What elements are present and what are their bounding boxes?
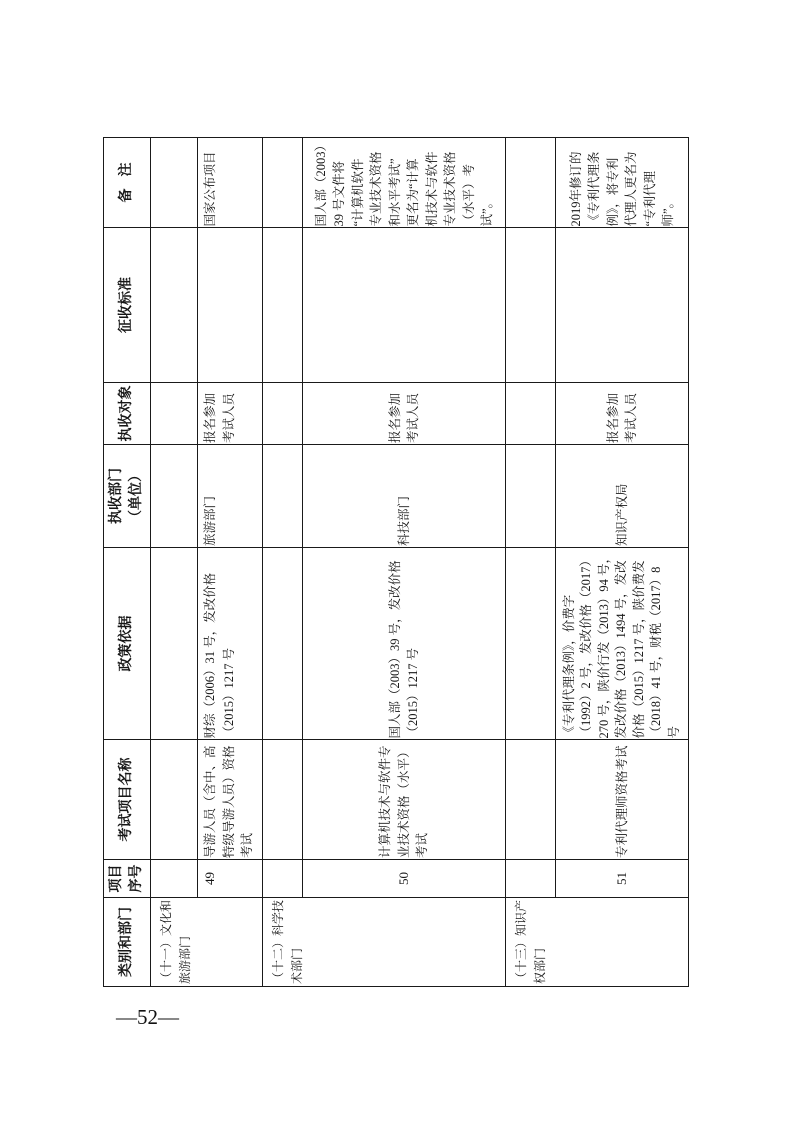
- header-collecting-dept: 执收部门 （单位）: [104, 445, 151, 548]
- header-collection-target: 执收对象: [104, 383, 151, 445]
- table-row: [556, 138, 689, 987]
- category-cell: （十二）科学技 术部门: [263, 898, 506, 987]
- header-exam-name: 考试项目名称: [104, 740, 151, 860]
- empty-cell: [151, 860, 198, 898]
- page-number: —52—: [116, 1005, 179, 1029]
- item-collection-target: 报名参加 考试人员: [303, 383, 506, 445]
- item-note: 国家公布项目: [198, 138, 263, 228]
- item-exam-name: 专利代理师资格考试: [556, 740, 689, 860]
- item-collection-standard: [198, 228, 263, 383]
- header-row: [104, 138, 151, 987]
- empty-cell: [506, 548, 556, 740]
- empty-cell: [506, 228, 556, 383]
- item-seq: 51: [556, 860, 689, 898]
- item-collection-target: 报名参加 考试人员: [198, 383, 263, 445]
- empty-cell: [263, 383, 303, 445]
- exam-fee-table: [103, 137, 689, 987]
- header-collection-standard: 征收标准: [104, 228, 151, 383]
- item-collecting-dept: 科技部门: [303, 445, 506, 548]
- category-row: [506, 138, 556, 987]
- empty-cell: [263, 548, 303, 740]
- empty-cell: [151, 138, 198, 228]
- item-policy-basis: 《专利代理条例》，价费字 （1992）2 号，发改价格（2017） 270 号，陕价行发（2013）94 号， 发改价格（2013）1494 号，发改 价格（2015）1217 号，陕价费发 （2018）41 号，财税（2017）8 号: [556, 548, 689, 740]
- item-exam-name: 导游人员（含中、高 特级导游人员）资格 考试: [198, 740, 263, 860]
- item-collecting-dept: 知识产权局: [556, 445, 689, 548]
- empty-cell: [151, 228, 198, 383]
- category-cell: （十三）知识产 权部门: [506, 898, 689, 987]
- empty-cell: [506, 138, 556, 228]
- empty-cell: [506, 383, 556, 445]
- item-policy-basis: 国人部（2003）39 号，发改价格 （2015）1217 号: [303, 548, 506, 740]
- table-row: [303, 138, 506, 987]
- header-note: 备 注: [104, 138, 151, 228]
- empty-cell: [263, 228, 303, 383]
- category-cell: （十一）文化和 旅游部门: [151, 898, 263, 987]
- empty-cell: [151, 548, 198, 740]
- category-row: [151, 138, 198, 987]
- empty-cell: [263, 740, 303, 860]
- item-collection-target: 报名参加 考试人员: [556, 383, 689, 445]
- category-row: [263, 138, 303, 987]
- rotated-table-wrapper: [103, 138, 688, 987]
- empty-cell: [151, 383, 198, 445]
- item-collection-standard: [556, 228, 689, 383]
- empty-cell: [506, 445, 556, 548]
- empty-cell: [151, 445, 198, 548]
- empty-cell: [506, 860, 556, 898]
- empty-cell: [151, 740, 198, 860]
- item-collecting-dept: 旅游部门: [198, 445, 263, 548]
- header-category: 类别和部门: [104, 898, 151, 987]
- item-note: 2019年修订的 《专利代理条 例》，将专利 代理人更名为 “专利代理 师”。: [556, 138, 689, 228]
- header-seq: 项目 序号: [104, 860, 151, 898]
- item-exam-name: 计算机技术与软件专 业技术资格（水平） 考试: [303, 740, 506, 860]
- item-seq: 49: [198, 860, 263, 898]
- empty-cell: [506, 740, 556, 860]
- table-row: [198, 138, 263, 987]
- item-seq: 50: [303, 860, 506, 898]
- header-policy-basis: 政策依据: [104, 548, 151, 740]
- item-policy-basis: 财综（2006）31 号，发改价格 （2015）1217 号: [198, 548, 263, 740]
- empty-cell: [263, 138, 303, 228]
- item-note: 国人部（2003） 39 号文件将 “计算机软件 专业技术资格 和水平考试” 更名为“计算 机技术与软件 专业技术资格 （水平）考 试”。: [303, 138, 506, 228]
- empty-cell: [263, 445, 303, 548]
- item-collection-standard: [303, 228, 506, 383]
- empty-cell: [263, 860, 303, 898]
